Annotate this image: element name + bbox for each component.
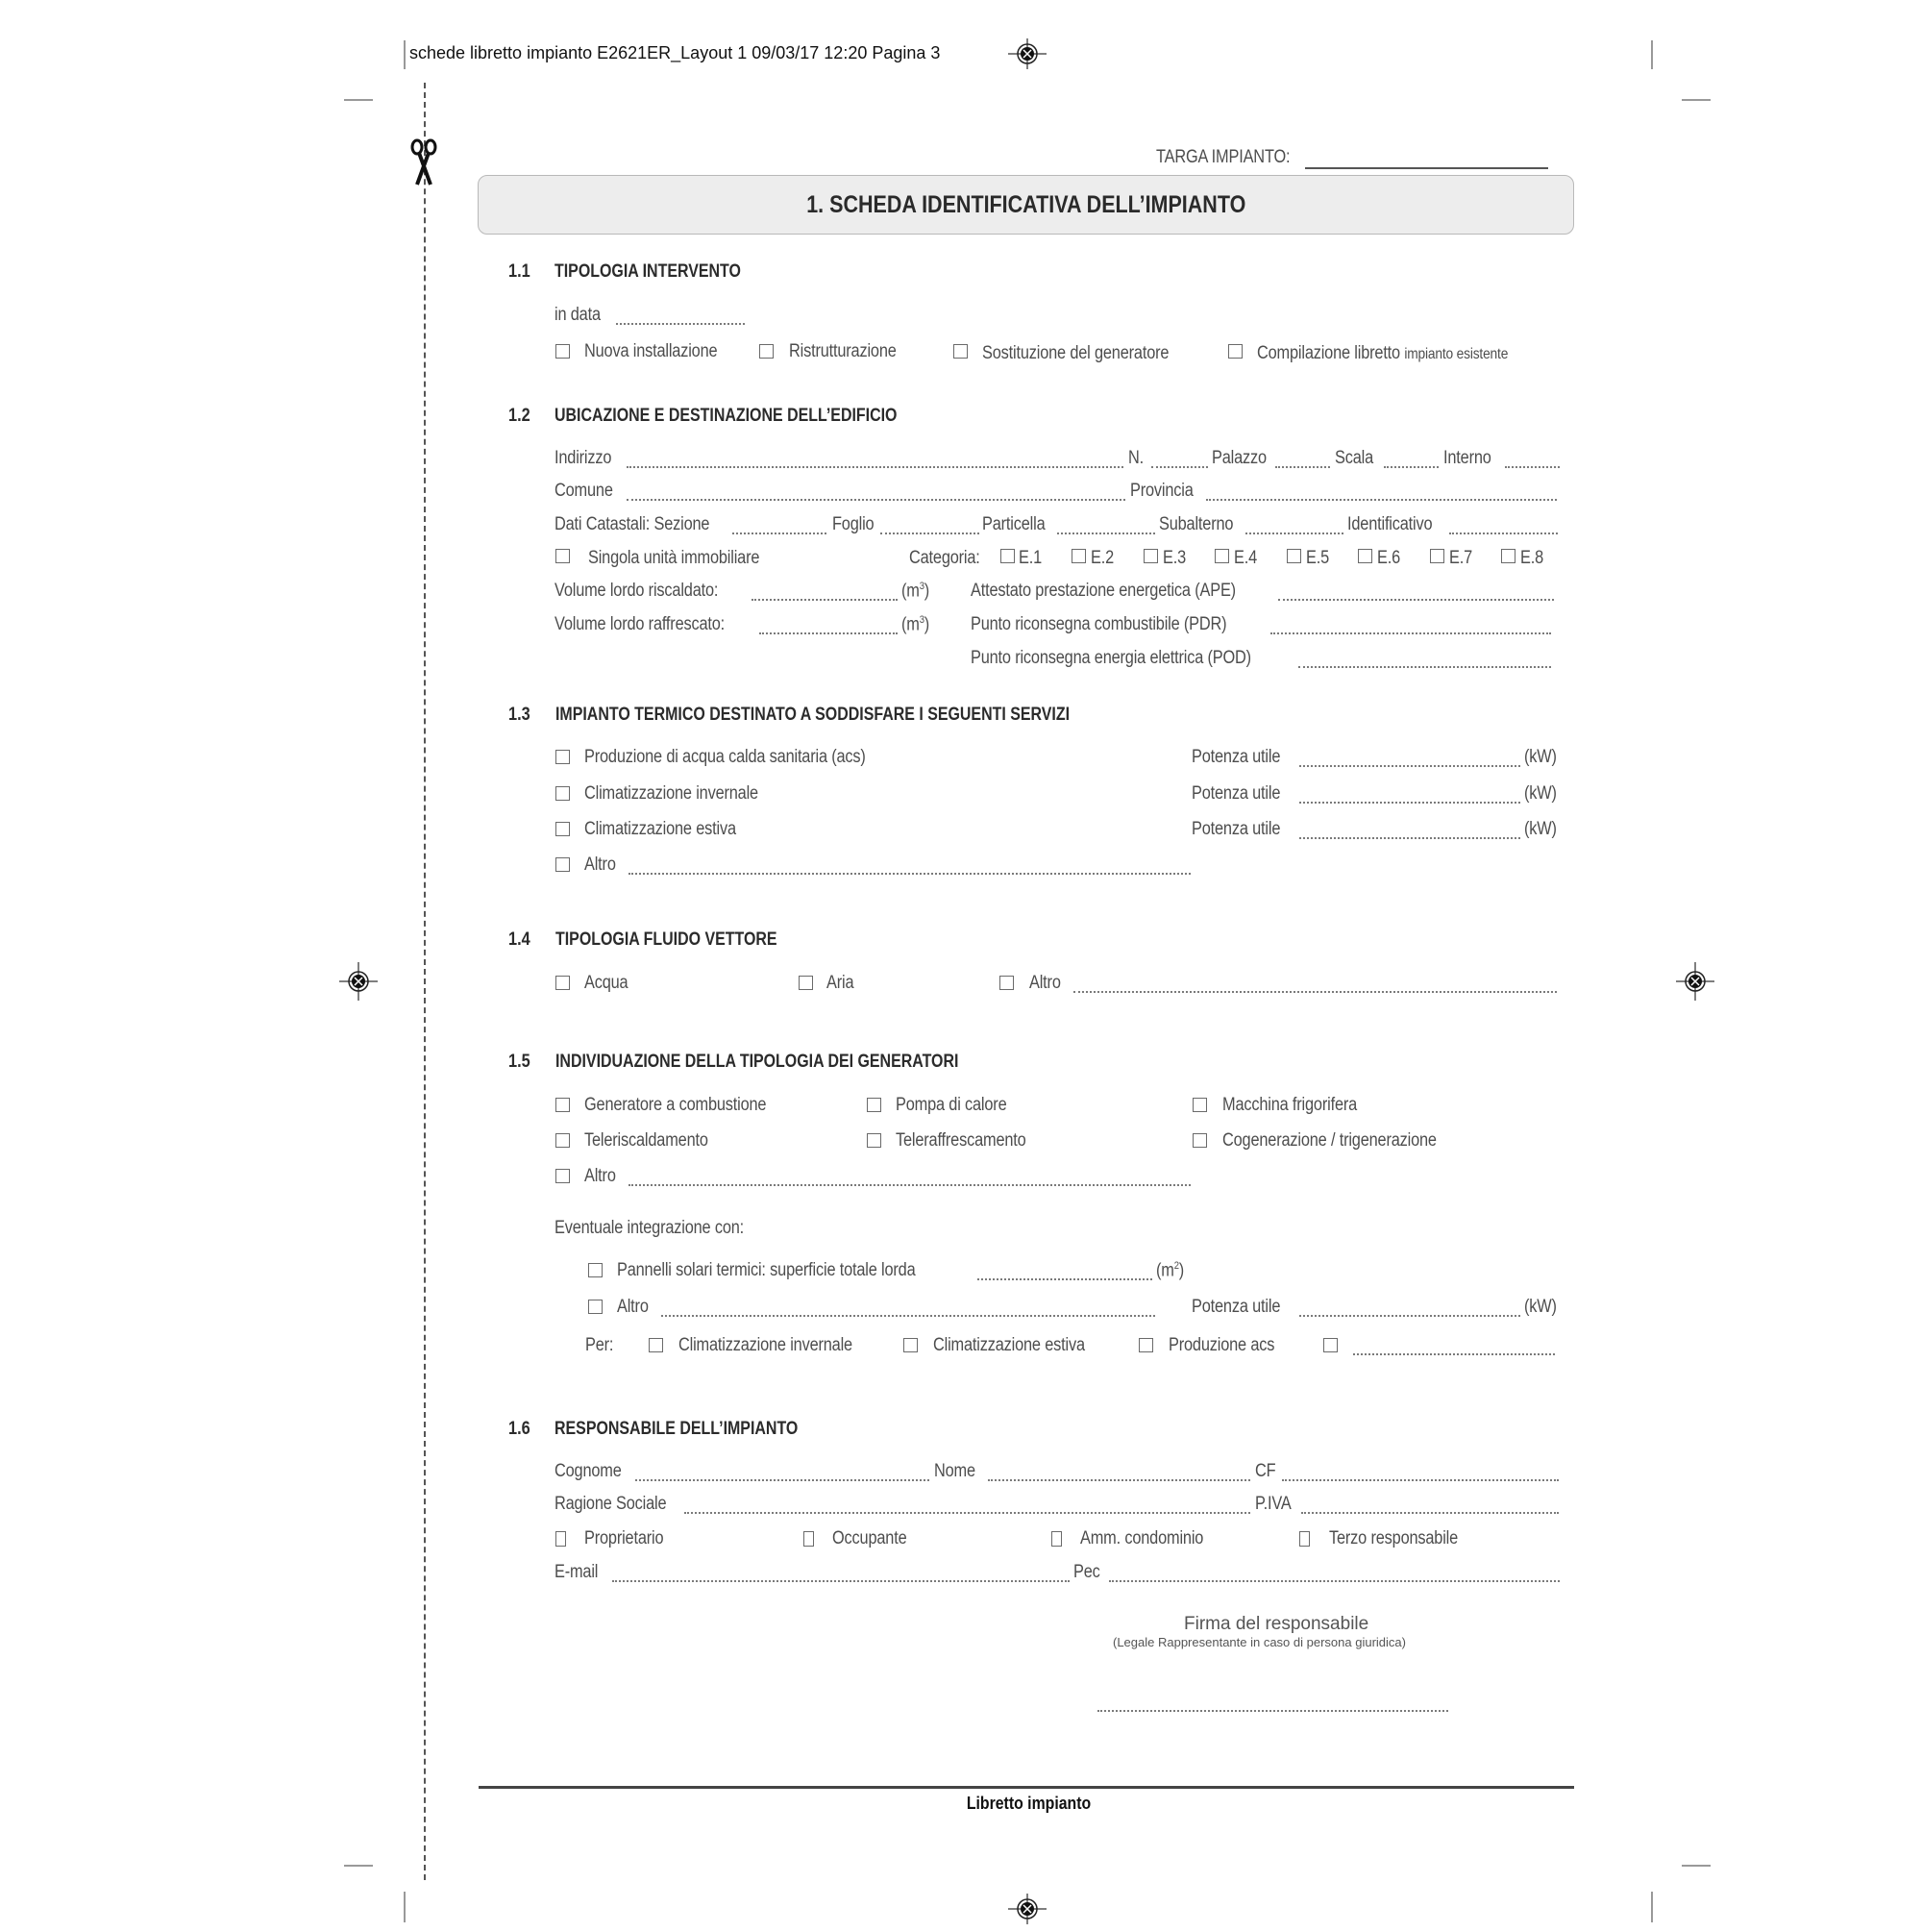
option-label: Sostituzione del generatore: [982, 343, 1170, 363]
email-field[interactable]: [612, 1580, 1070, 1582]
volume-raffrescato-label: Volume lordo raffrescato:: [554, 614, 726, 634]
section-number: 1.6: [508, 1419, 530, 1439]
numero-field[interactable]: [1151, 466, 1208, 468]
ragione-sociale-field[interactable]: [684, 1512, 1250, 1514]
category-label: E.7: [1449, 548, 1473, 568]
checkbox-altro-integrazione[interactable]: [588, 1300, 603, 1314]
piva-label: P.IVA: [1255, 1494, 1292, 1514]
checkbox-categoria-e8[interactable]: [1501, 549, 1515, 563]
particella-label: Particella: [982, 514, 1046, 534]
pod-field[interactable]: [1298, 666, 1551, 668]
pannelli-label: Pannelli solari termici: superficie totale lorda: [617, 1260, 916, 1280]
altro-generatore-field[interactable]: [628, 1184, 1191, 1186]
checkbox-acs[interactable]: [555, 750, 570, 764]
crop-mark: [344, 99, 373, 101]
checkbox-acqua[interactable]: [555, 976, 570, 990]
indirizzo-field[interactable]: [627, 466, 1123, 468]
provincia-field[interactable]: [1206, 499, 1557, 501]
targa-field[interactable]: [1305, 167, 1548, 169]
category-label: E.1: [1019, 548, 1043, 568]
role-label: Amm. condominio: [1080, 1528, 1204, 1548]
checkbox-per-altro[interactable]: [1323, 1338, 1338, 1352]
volume-raffrescato-field[interactable]: [759, 632, 898, 634]
checkbox-categoria-e5[interactable]: [1287, 549, 1301, 563]
checkbox-categoria-e2[interactable]: [1072, 549, 1086, 563]
unit-label: (kW): [1524, 747, 1557, 767]
category-label: E.8: [1520, 548, 1544, 568]
categoria-label: Categoria:: [909, 548, 980, 568]
checkbox-teleriscaldamento[interactable]: [555, 1133, 570, 1148]
comune-label: Comune: [554, 481, 613, 501]
section-title: TIPOLOGIA INTERVENTO: [554, 261, 741, 282]
cf-label: CF: [1255, 1461, 1276, 1481]
checkbox-categoria-e4[interactable]: [1215, 549, 1229, 563]
foglio-field[interactable]: [880, 533, 979, 534]
crop-mark: [404, 40, 406, 69]
cognome-field[interactable]: [635, 1479, 929, 1481]
category-label: E.3: [1163, 548, 1187, 568]
checkbox-teleraffrescamento[interactable]: [867, 1133, 881, 1148]
dati-catastali-label: Dati Catastali: Sezione: [554, 514, 710, 534]
option-label: Nuova installazione: [584, 341, 718, 361]
altro-integrazione-field[interactable]: [661, 1315, 1155, 1317]
checkbox-categoria-e3[interactable]: [1144, 549, 1158, 563]
unit-label: (kW): [1524, 783, 1557, 804]
checkbox-macchina-frigorifera[interactable]: [1193, 1098, 1207, 1112]
pannelli-superficie-field[interactable]: [977, 1278, 1152, 1280]
ragione-sociale-label: Ragione Sociale: [554, 1494, 667, 1514]
section-number: 1.2: [508, 406, 530, 426]
unit-label: $(m^2)$: [1156, 1260, 1185, 1281]
footer-text: Libretto impianto: [966, 1794, 1091, 1813]
in-data-label: in data: [554, 305, 601, 325]
cut-line: [424, 83, 426, 1880]
checkbox-occupante[interactable]: [803, 1531, 814, 1547]
potenza-estiva-field[interactable]: [1299, 837, 1520, 839]
section-title: TIPOLOGIA FLUIDO VETTORE: [555, 929, 777, 950]
checkbox-pompa-calore[interactable]: [867, 1098, 881, 1112]
potenza-label: Potenza utile: [1192, 819, 1281, 839]
category-label: E.6: [1377, 548, 1401, 568]
fluid-label: Aria: [826, 973, 854, 993]
checkbox-compilazione-libretto[interactable]: [1228, 344, 1243, 359]
registration-mark-icon: [1008, 1890, 1047, 1928]
checkbox-singola-unita[interactable]: [555, 549, 570, 563]
checkbox-altro-servizio[interactable]: [555, 857, 570, 872]
checkbox-altro-generatore[interactable]: [555, 1169, 570, 1183]
crop-mark: [404, 1892, 406, 1922]
checkbox-per-acs[interactable]: [1139, 1338, 1153, 1352]
numero-label: N.: [1128, 448, 1145, 468]
category-label: E.5: [1306, 548, 1330, 568]
signature-subtitle: (Legale Rappresentante in caso di persona giuridica): [1113, 1635, 1406, 1649]
service-label: Climatizzazione invernale: [584, 783, 758, 804]
identificativo-field[interactable]: [1449, 533, 1558, 534]
unit-label: $(m^3)$: [901, 614, 930, 635]
indirizzo-label: Indirizzo: [554, 448, 612, 468]
identificativo-label: Identificativo: [1347, 514, 1433, 534]
ape-field[interactable]: [1278, 599, 1554, 601]
crop-mark: [1651, 1892, 1653, 1922]
volume-riscaldato-field[interactable]: [752, 599, 898, 601]
unit-label: $(m^3)$: [901, 581, 930, 602]
per-option-label: Produzione acs: [1169, 1335, 1275, 1355]
signature-title: Firma del responsabile: [1184, 1614, 1369, 1634]
section-number: 1.5: [508, 1052, 530, 1072]
checkbox-ristrutturazione[interactable]: [759, 344, 774, 359]
pec-label: Pec: [1073, 1562, 1100, 1582]
email-label: E-mail: [554, 1562, 599, 1582]
section-title: RESPONSABILE DELL’IMPIANTO: [554, 1419, 799, 1439]
potenza-invernale-field[interactable]: [1299, 802, 1520, 804]
section-title: IMPIANTO TERMICO DESTINATO A SODDISFARE I SEGUENTI SERVIZI: [555, 705, 1071, 725]
altro-fluido-field[interactable]: [1073, 991, 1557, 993]
interno-field[interactable]: [1505, 466, 1560, 468]
section-number: 1.3: [508, 705, 530, 725]
unit-label: (kW): [1524, 819, 1557, 839]
section-title: UBICAZIONE E DESTINAZIONE DELL’EDIFICIO: [554, 406, 898, 426]
footer-rule: [479, 1786, 1574, 1789]
crop-mark: [1651, 40, 1653, 69]
potenza-label: Potenza utile: [1192, 783, 1281, 804]
pdr-field[interactable]: [1270, 632, 1551, 634]
checkbox-altro-fluido[interactable]: [999, 976, 1014, 990]
particella-field[interactable]: [1057, 533, 1155, 534]
fluid-label: Altro: [1029, 973, 1061, 993]
unit-label: (kW): [1524, 1297, 1557, 1317]
checkbox-pannelli-solari[interactable]: [588, 1263, 603, 1277]
nome-field[interactable]: [988, 1479, 1250, 1481]
sezione-field[interactable]: [732, 533, 826, 534]
role-label: Proprietario: [584, 1528, 664, 1548]
registration-mark-icon: [1008, 35, 1047, 73]
fluid-label: Acqua: [584, 973, 628, 993]
pdr-label: Punto riconsegna combustibile (PDR): [971, 614, 1227, 634]
category-label: E.4: [1234, 548, 1258, 568]
scala-field[interactable]: [1384, 466, 1439, 468]
checkbox-climatizzazione-invernale[interactable]: [555, 786, 570, 801]
foglio-label: Foglio: [832, 514, 875, 534]
generator-label: Pompa di calore: [896, 1095, 1007, 1115]
role-label: Terzo responsabile: [1329, 1528, 1459, 1548]
section-number: 1.1: [508, 261, 530, 282]
signature-field[interactable]: [1097, 1710, 1448, 1712]
checkbox-categoria-e7[interactable]: [1430, 549, 1444, 563]
cognome-label: Cognome: [554, 1461, 622, 1481]
generator-label: Altro: [584, 1166, 616, 1186]
altro-servizio-field[interactable]: [628, 873, 1191, 875]
ape-label: Attestato prestazione energetica (APE): [971, 581, 1236, 601]
page-title-box: [478, 175, 1574, 235]
per-option-label: Climatizzazione estiva: [933, 1335, 1085, 1355]
piva-field[interactable]: [1301, 1512, 1559, 1514]
role-label: Occupante: [832, 1528, 907, 1548]
checkbox-per-estiva[interactable]: [903, 1338, 918, 1352]
checkbox-aria[interactable]: [799, 976, 813, 990]
checkbox-sostituzione-generatore[interactable]: [953, 344, 968, 359]
service-label: Produzione di acqua calda sanitaria (acs): [584, 747, 866, 767]
volume-riscaldato-label: Volume lordo riscaldato:: [554, 581, 719, 601]
option-label: Compilazione libretto impianto esistente: [1257, 343, 1509, 363]
interno-label: Interno: [1443, 448, 1491, 468]
service-label: Climatizzazione estiva: [584, 819, 736, 839]
subalterno-field[interactable]: [1245, 533, 1343, 534]
integrazione-label: Eventuale integrazione con:: [554, 1218, 745, 1238]
checkbox-cogenerazione[interactable]: [1193, 1133, 1207, 1148]
generator-label: Teleraffrescamento: [896, 1130, 1026, 1151]
pec-field[interactable]: [1109, 1580, 1560, 1582]
targa-label: TARGA IMPIANTO:: [1156, 147, 1291, 167]
option-label: Singola unità immobiliare: [588, 548, 760, 568]
provincia-label: Provincia: [1130, 481, 1194, 501]
section-number: 1.4: [508, 929, 530, 950]
registration-mark-icon: [1676, 962, 1714, 1001]
generator-label: Teleriscaldamento: [584, 1130, 708, 1151]
potenza-integrazione-field[interactable]: [1299, 1315, 1520, 1317]
altro-label: Altro: [617, 1297, 649, 1317]
checkbox-generatore-combustione[interactable]: [555, 1098, 570, 1112]
checkbox-terzo-responsabile[interactable]: [1299, 1531, 1310, 1547]
crop-mark: [344, 1865, 373, 1867]
per-option-label: Climatizzazione invernale: [678, 1335, 852, 1355]
per-altro-field[interactable]: [1353, 1353, 1555, 1355]
checkbox-per-invernale[interactable]: [649, 1338, 663, 1352]
section-title: INDIVIDUAZIONE DELLA TIPOLOGIA DEI GENERATORI: [555, 1052, 959, 1072]
option-label: Ristrutturazione: [789, 341, 897, 361]
generator-label: Macchina frigorifera: [1222, 1095, 1358, 1115]
checkbox-categoria-e6[interactable]: [1358, 549, 1372, 563]
generator-label: Cogenerazione / trigenerazione: [1222, 1130, 1437, 1151]
checkbox-amm-condominio[interactable]: [1051, 1531, 1062, 1547]
crop-mark: [1682, 99, 1711, 101]
print-slug: schede libretto impianto E2621ER_Layout 1 09/03/17 12:20 Pagina 3: [409, 43, 941, 62]
potenza-acs-field[interactable]: [1299, 765, 1520, 767]
potenza-label: Potenza utile: [1192, 1297, 1281, 1317]
checkbox-proprietario[interactable]: [555, 1531, 566, 1547]
registration-mark-icon: [339, 962, 378, 1001]
crop-mark: [1682, 1865, 1711, 1867]
checkbox-categoria-e1[interactable]: [1000, 549, 1015, 563]
in-data-field[interactable]: [616, 323, 745, 325]
scala-label: Scala: [1335, 448, 1374, 468]
nome-label: Nome: [934, 1461, 975, 1481]
palazzo-label: Palazzo: [1212, 448, 1267, 468]
generator-label: Generatore a combustione: [584, 1095, 767, 1115]
checkbox-climatizzazione-estiva[interactable]: [555, 822, 570, 836]
per-label: Per:: [585, 1335, 614, 1355]
service-label: Altro: [584, 855, 616, 875]
category-label: E.2: [1091, 548, 1115, 568]
cf-field[interactable]: [1282, 1479, 1559, 1481]
checkbox-nuova-installazione[interactable]: [555, 344, 570, 359]
page-title: 1. SCHEDA IDENTIFICATIVA DELL’IMPIANTO: [805, 191, 1246, 218]
potenza-label: Potenza utile: [1192, 747, 1281, 767]
comune-field[interactable]: [627, 499, 1125, 501]
pod-label: Punto riconsegna energia elettrica (POD): [971, 648, 1251, 668]
subalterno-label: Subalterno: [1159, 514, 1234, 534]
scissors-icon: [409, 138, 438, 190]
palazzo-field[interactable]: [1275, 466, 1330, 468]
